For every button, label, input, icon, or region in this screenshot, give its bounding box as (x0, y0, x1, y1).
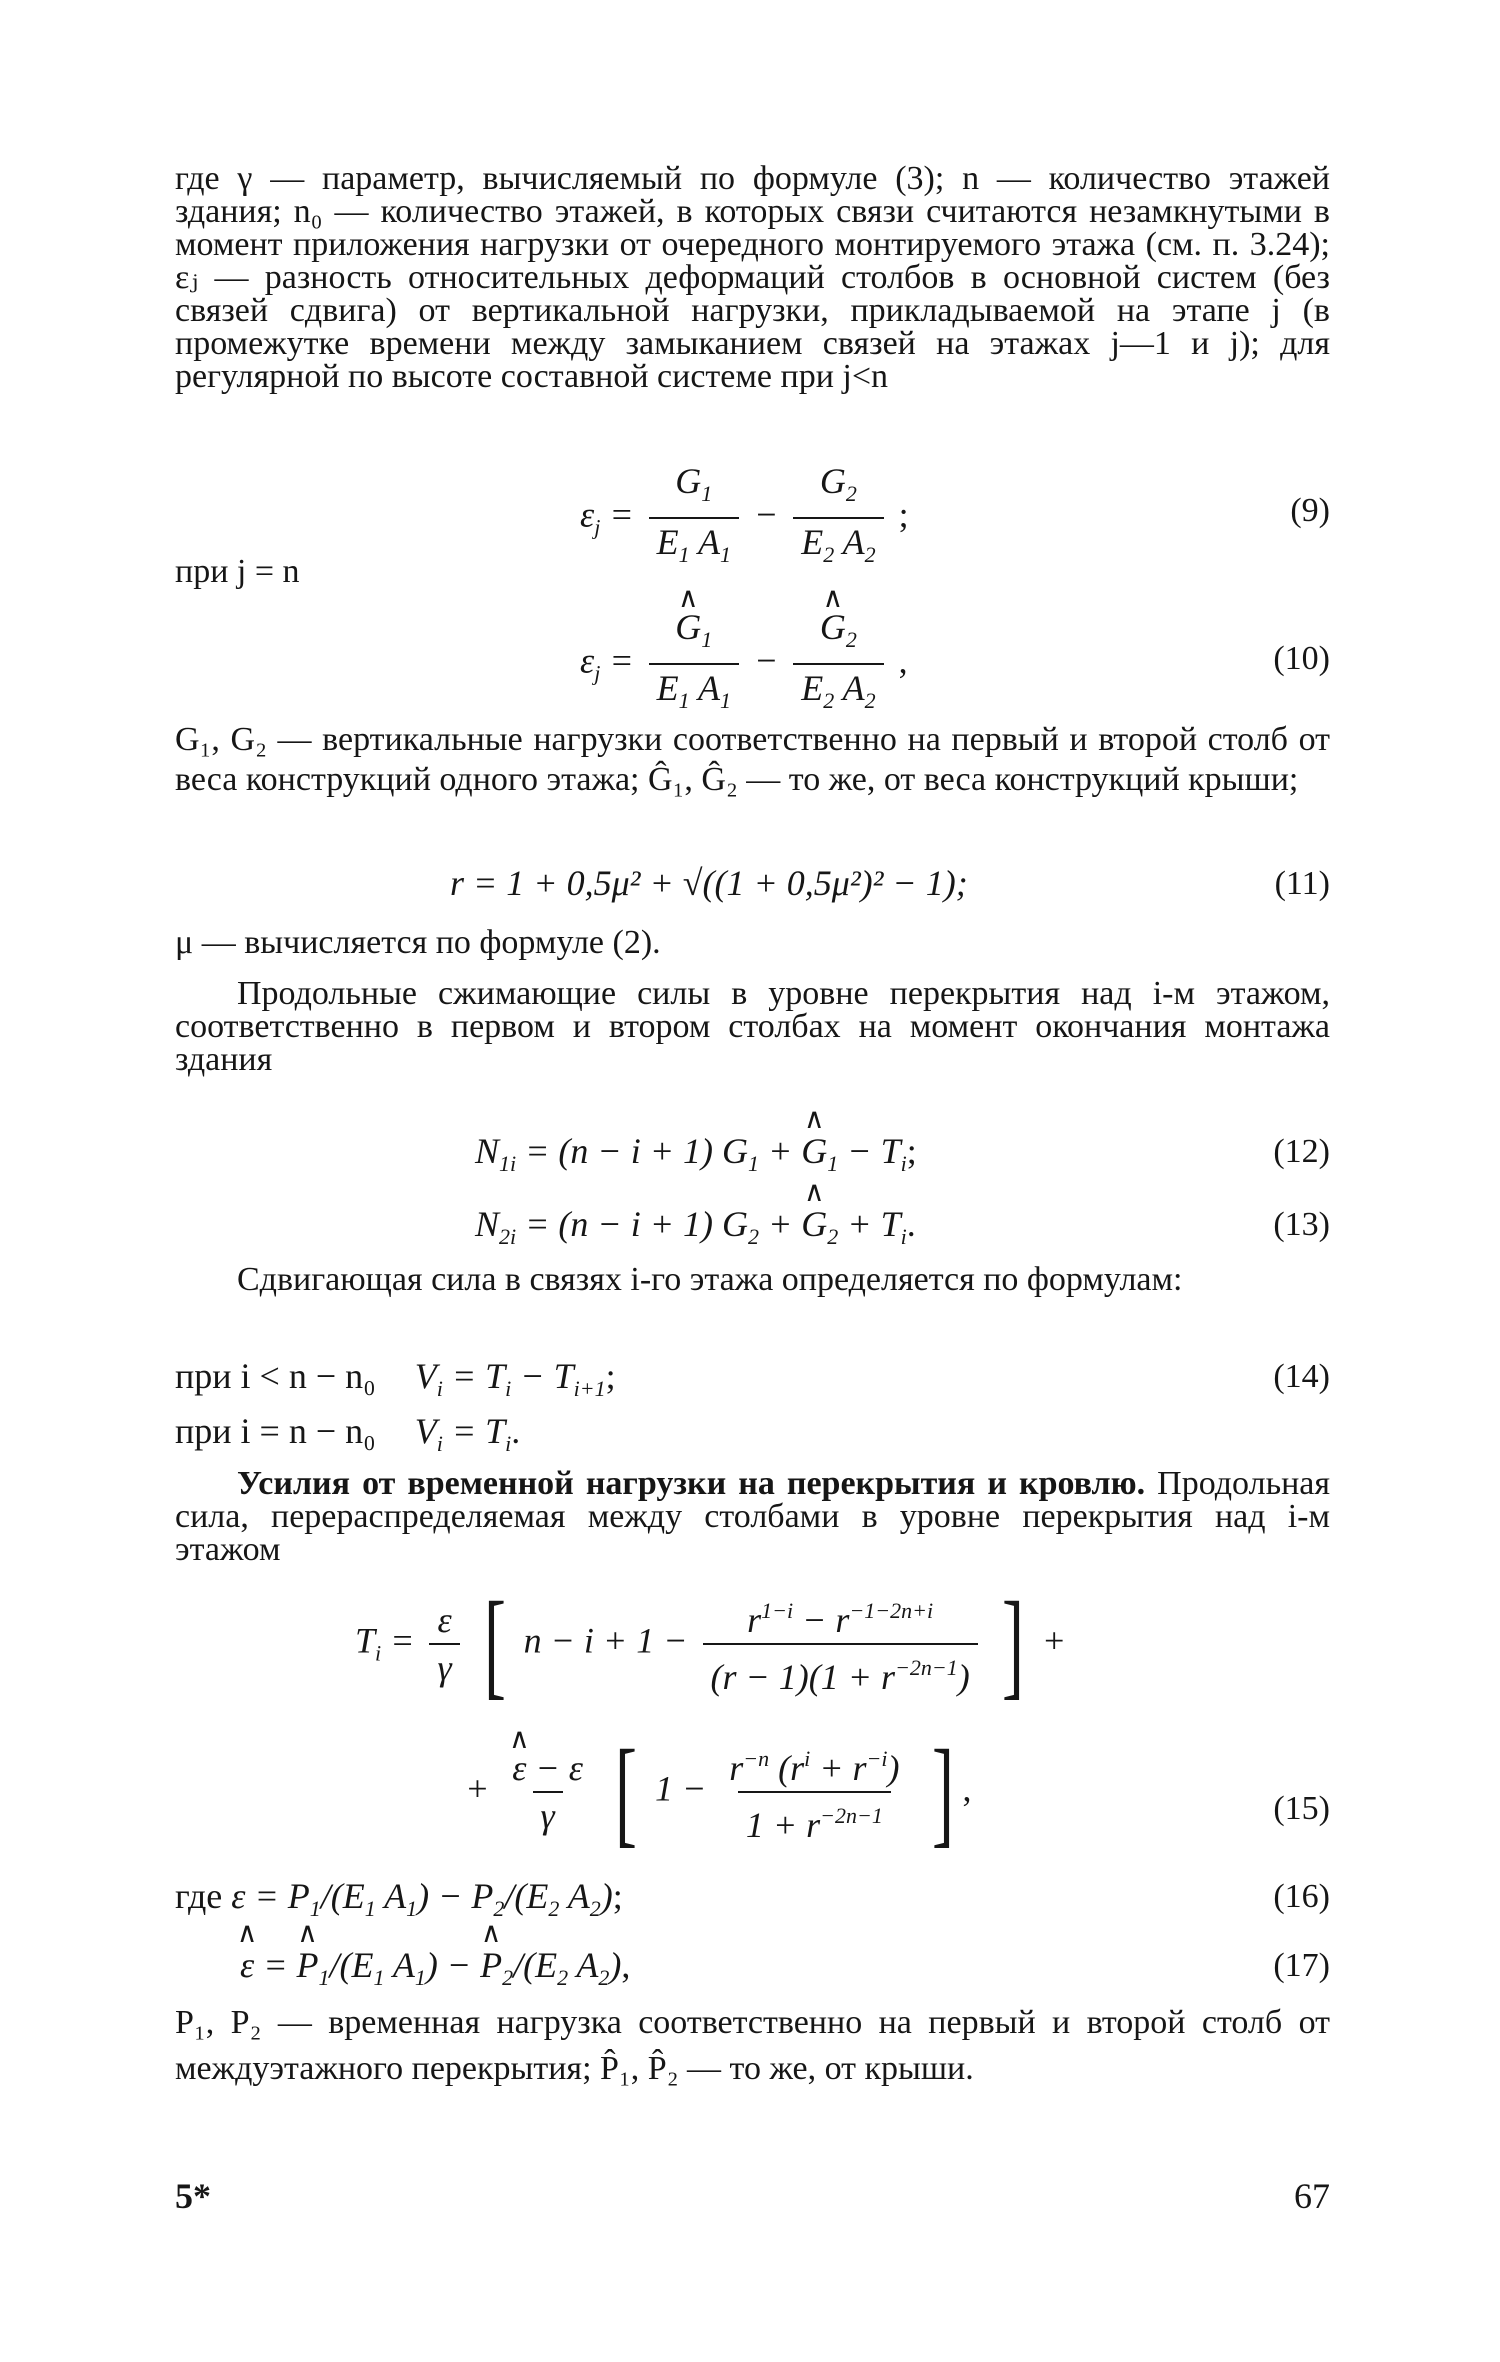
equation-14-label: при i < n − n₀ (175, 1356, 376, 1396)
para-temporary-load-heading: Усилия от временной нагрузки на перекрытия и кровлю. (237, 1465, 1146, 1502)
p-description: P₁, P₂ — временная нагрузка соответственно на первый и второй столб от междуэтажного перекрытия; P̂₁, P̂₂ — то же, от крыши. (175, 2004, 1330, 2087)
equation-14: при i < n − n₀ $V_i = T_i - T_{i+1}$; (175, 1356, 616, 1401)
equation-10: $\varepsilon_j$ = ∧ $\frac{G_1}{E_1 A_1}$ − ∧ $\frac{G_2}{E_2 A_2}$ , (580, 608, 908, 720)
label-j-equals-n: при j = n (175, 553, 300, 590)
page-number: 67 (1294, 2176, 1330, 2216)
equation-12: $N_{1i} = (n - i + 1) G_1$ + ∧ $G_1 - T_i$; (475, 1130, 917, 1177)
g-description: G₁, G₂ — вертикальные нагрузки соответственно на первый и второй столб от веса конструкций одного этажа; Ĝ₁, Ĝ₂ — то же, от веса конструкций крыши; (175, 721, 1330, 798)
footer-left: 5* (175, 2176, 211, 2216)
equation-14b-label: при i = n − n₀ (175, 1411, 376, 1451)
equation-14b: при i = n − n₀ $V_i = T_i$. (175, 1411, 521, 1456)
equation-11-number: (11) (1274, 865, 1330, 902)
para-shear: Сдвигающая сила в связях i-го этажа определяется по формулам: (237, 1261, 1183, 1298)
equation-16-prefix: где (175, 1876, 223, 1916)
equation-13-number: (13) (1273, 1206, 1330, 1243)
equation-15-line-2: + ∧ $\frac{\varepsilon - \varepsilon}{\gamma}$ [ 1 − $\frac{r^{-n} (r^i + r^{-i})}{1 + r^{-2n-1}}$ ] , (465, 1740, 971, 1844)
equation-9: $\varepsilon_j$ = $\frac{G_1}{E_1 A_1}$ − $\frac{G_2}{E_2 A_2}$ ; (580, 462, 909, 574)
equation-17: ∧ ε = ∧ $P_1/(E_1$ $A_1$) − ∧ $P_2/(E_2$ $A_2$), (240, 1944, 630, 1991)
equation-11: r = 1 + 0,5μ² + √((1 + 0,5μ²)² − 1); (450, 863, 968, 903)
para-temporary-load-text: Продольная сила, перераспределяемая между столбами в уровне перекрытия над i-м этажом (175, 1465, 1331, 1568)
equation-16: где $\varepsilon = P_1/(E_1$ $A_1) - P_2/(E_2$ $A_2$); (175, 1876, 623, 1921)
equation-15-number: (15) (1273, 1790, 1330, 1827)
para-temporary-load (175, 1467, 1330, 1566)
intro-paragraph: где γ — параметр, вычисляемый по формуле (3); n — количество этажей здания; n₀ — количество этажей, в которых связи считаются незамкнутыми в момент приложения нагрузки от очередного монтируемого этажа (см. п. 3.24); εⱼ — разность относительных деформаций столбов в основной систем (без связей сдвига) от вертикальной нагрузки, прикладываемой на этапе j (в промежутке времени между замыканием связей на этажах j—1 и j); для регулярной по высоте составной системе при j<n (175, 160, 1330, 395)
equation-12-number: (12) (1273, 1133, 1330, 1170)
equation-16-number: (16) (1273, 1878, 1330, 1915)
equation-10-number: (10) (1273, 640, 1330, 677)
mu-line: μ — вычисляется по формуле (2). (175, 924, 661, 961)
para-longitudinal: Продольные сжимающие силы в уровне перекрытия над i-м этажом, соответственно в первом и втором столбах на момент окончания монтажа здания (175, 975, 1330, 1078)
equation-13: $N_{2i} = (n - i + 1) G_2$ + ∧ $G_2 + T_i$. (475, 1203, 916, 1250)
equation-15-line-1: $T_i$ = $\frac{\varepsilon}{\gamma}$ [ n − i + 1 − $\frac{r^{1-i} - r^{-1-2n+i}}{(r - 1)(1 + r^{-2n-1})}$ ] + (355, 1577, 1067, 1710)
equation-9-number: (9) (1290, 492, 1330, 529)
equation-14-number: (14) (1273, 1358, 1330, 1395)
equation-17-number: (17) (1273, 1947, 1330, 1984)
